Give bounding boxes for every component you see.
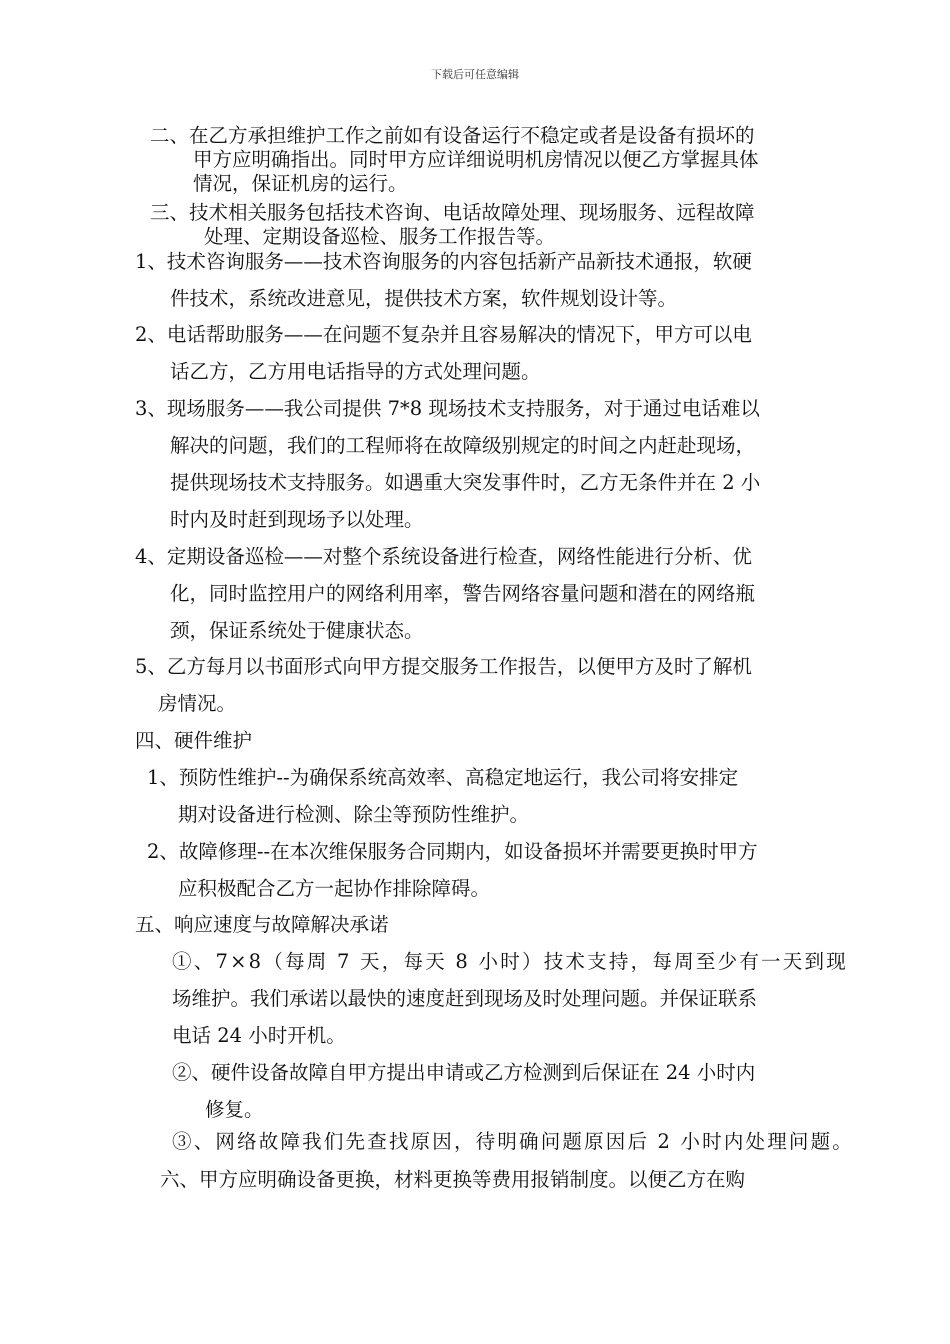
paragraph-line: 场维护。我们承诺以最快的速度赶到现场及时处理问题。并保证联系 <box>172 987 758 1010</box>
paragraph-line: 2、故障修理--在本次维保服务合同期内，如设备损坏并需要更换时甲方 <box>147 840 758 863</box>
paragraph-line: 房情况。 <box>158 692 237 715</box>
paragraph-line: ①、7×8（每周 7 天，每天 8 小时）技术支持，每周至少有一天到现 <box>172 950 848 973</box>
paragraph-line: 六、甲方应明确设备更换，材料更换等费用报销制度。以便乙方在购 <box>160 1168 746 1191</box>
section-heading: 五、响应速度与故障解决承诺 <box>135 913 389 936</box>
paragraph-line: 2、电话帮助服务——在问题不复杂并且容易解决的情况下，甲方可以电 <box>135 323 752 346</box>
paragraph-line: 化，同时监控用户的网络利用率，警告网络容量问题和潜在的网络瓶 <box>170 582 756 605</box>
paragraph-line: 话乙方，乙方用电话指导的方式处理问题。 <box>170 360 541 383</box>
paragraph-line: 解决的问题，我们的工程师将在故障级别规定的时间之内赶赴现场， <box>170 434 756 457</box>
paragraph-line: 颈，保证系统处于健康状态。 <box>170 619 424 642</box>
page-header: 下载后可任意编辑 <box>431 68 519 81</box>
paragraph-line: 4、定期设备巡检——对整个系统设备进行检查，网络性能进行分析、优 <box>135 545 752 568</box>
paragraph-line: 1、预防性维护--为确保系统高效率、高稳定地运行，我公司将安排定 <box>147 766 739 789</box>
paragraph-line: 修复。 <box>205 1098 264 1121</box>
paragraph-line: 甲方应明确指出。同时甲方应详细说明机房情况以便乙方掌握具体 <box>193 148 759 171</box>
paragraph-line: 件技术，系统改进意见，提供技术方案，软件规划设计等。 <box>170 287 678 310</box>
paragraph-line: 应积极配合乙方一起协作排除障碍。 <box>178 877 491 900</box>
paragraph-line: 处理、定期设备巡检、服务工作报告等。 <box>204 225 556 248</box>
paragraph-line: 时内及时赶到现场予以处理。 <box>170 508 424 531</box>
paragraph-line: 5、乙方每月以书面形式向甲方提交服务工作报告，以便甲方及时了解机 <box>135 655 752 678</box>
paragraph-line: 情况，保证机房的运行。 <box>193 172 408 195</box>
paragraph-line: 期对设备进行检测、除尘等预防性维护。 <box>178 803 530 826</box>
paragraph-line: 电话 24 小时开机。 <box>172 1024 346 1047</box>
paragraph-line: ②、硬件设备故障自甲方提出申请或乙方检测到后保证在 24 小时内 <box>172 1061 756 1084</box>
paragraph-line: 二、在乙方承担维护工作之前如有设备运行不稳定或者是设备有损坏的 <box>150 124 755 147</box>
section-heading: 四、硬件维护 <box>135 729 253 752</box>
paragraph-line: ③、网络故障我们先查找原因，待明确问题原因后 2 小时内处理问题。 <box>172 1130 854 1153</box>
paragraph-line: 3、现场服务——我公司提供 7*8 现场技术支持服务，对于通过电话难以 <box>135 397 760 420</box>
paragraph-line: 1、技术咨询服务——技术咨询服务的内容包括新产品新技术通报，软硬 <box>135 250 752 273</box>
paragraph-line: 三、技术相关服务包括技术咨询、电话故障处理、现场服务、远程故障 <box>150 201 755 224</box>
paragraph-line: 提供现场技术支持服务。如遇重大突发事件时，乙方无条件并在 2 小 <box>170 471 761 494</box>
